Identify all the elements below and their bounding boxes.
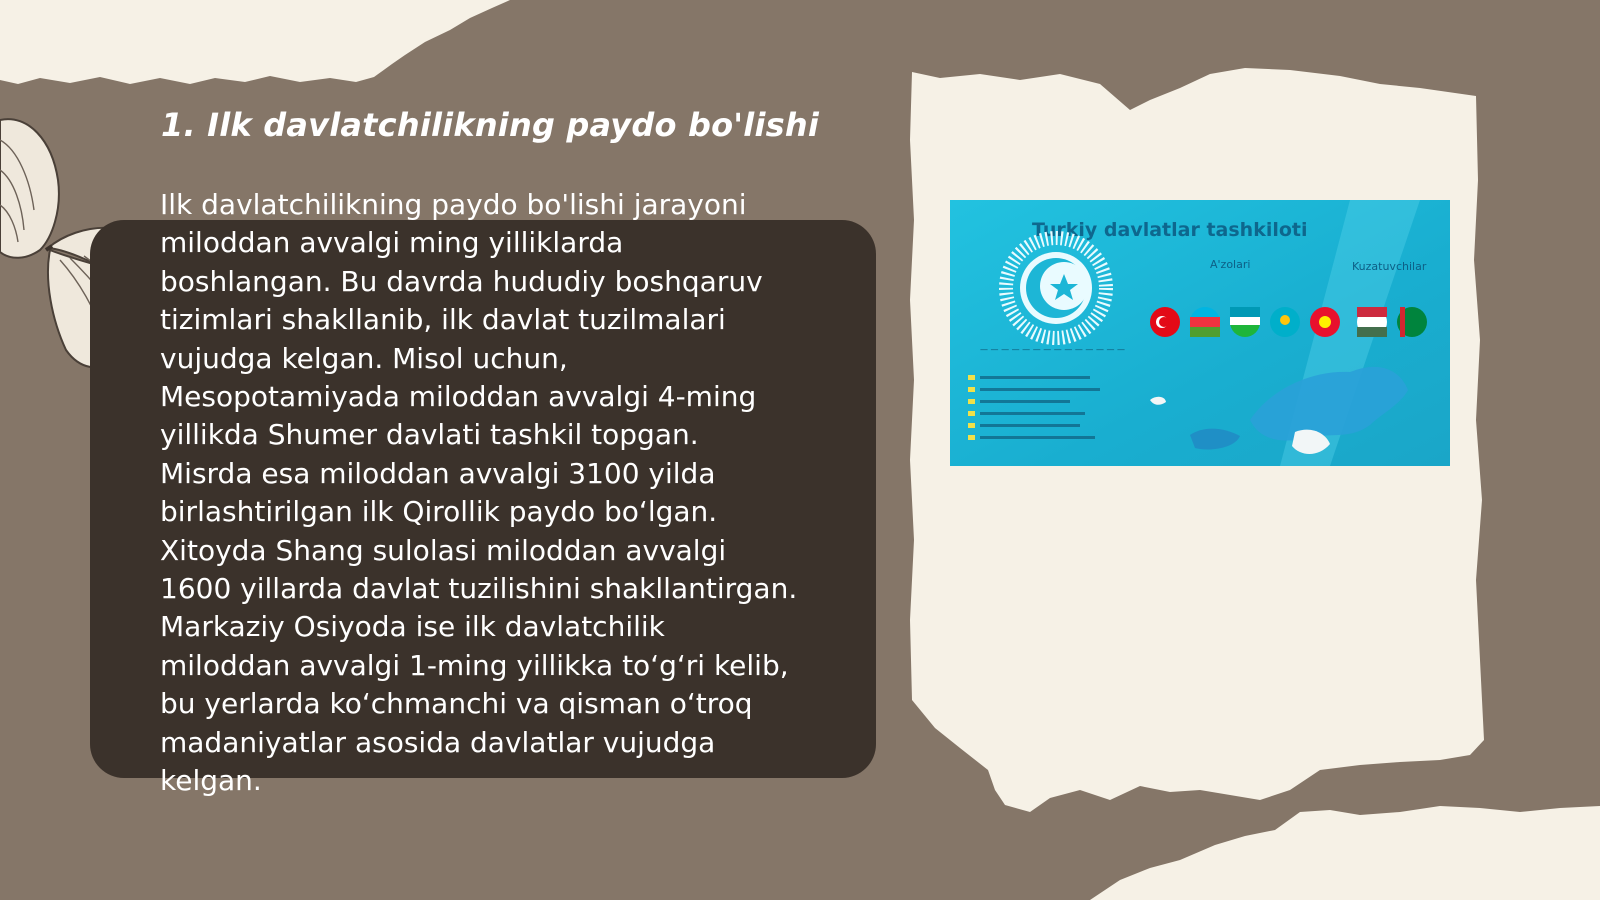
torn-paper-bottom-right <box>1090 806 1600 900</box>
torn-paper-top-left <box>0 0 510 84</box>
slide-title: 1. Ilk davlatchilikning paydo bo'lishi <box>161 106 820 144</box>
observers-label: Kuzatuvchilar <box>1352 260 1427 273</box>
members-label: A'zolari <box>1210 258 1251 271</box>
image-title: Turkiy davlatlar tashkiloti <box>1032 219 1308 241</box>
turkic-states-image <box>950 200 1450 466</box>
svg-text:— — — — — — — — — — — — — —: — — — — — — — — — — — — — — <box>980 345 1126 354</box>
slide-body-text: Ilk davlatchilikning paydo bo'lishi jarayoni miloddan avvalgi ming yilliklarda boshlangan. Bu davrda hududiy boshqaruv tizimlari shakllanib, ilk davlat tuzilmalari vujudga kelgan. Misol uchun, Mesopotamiyada miloddan avvalgi 4-ming yillikda Shumer davlati tashkil topgan. Misrda esa miloddan avvalgi 3100 yilda birlashtirilgan ilk Qirollik paydo bo‘lgan. Xitoyda Shang sulolasi miloddan avvalgi 1600 yillarda davlat tuzilishini shakllantirgan. Markaziy Osiyoda ise ilk davlatchilik miloddan avvalgi 1-ming yillikka to‘g‘ri kelib, bu yerlarda ko‘chmanchi va qisman o‘troq madaniyatlar asosida davlatlar vujudga kelgan. <box>160 188 798 798</box>
